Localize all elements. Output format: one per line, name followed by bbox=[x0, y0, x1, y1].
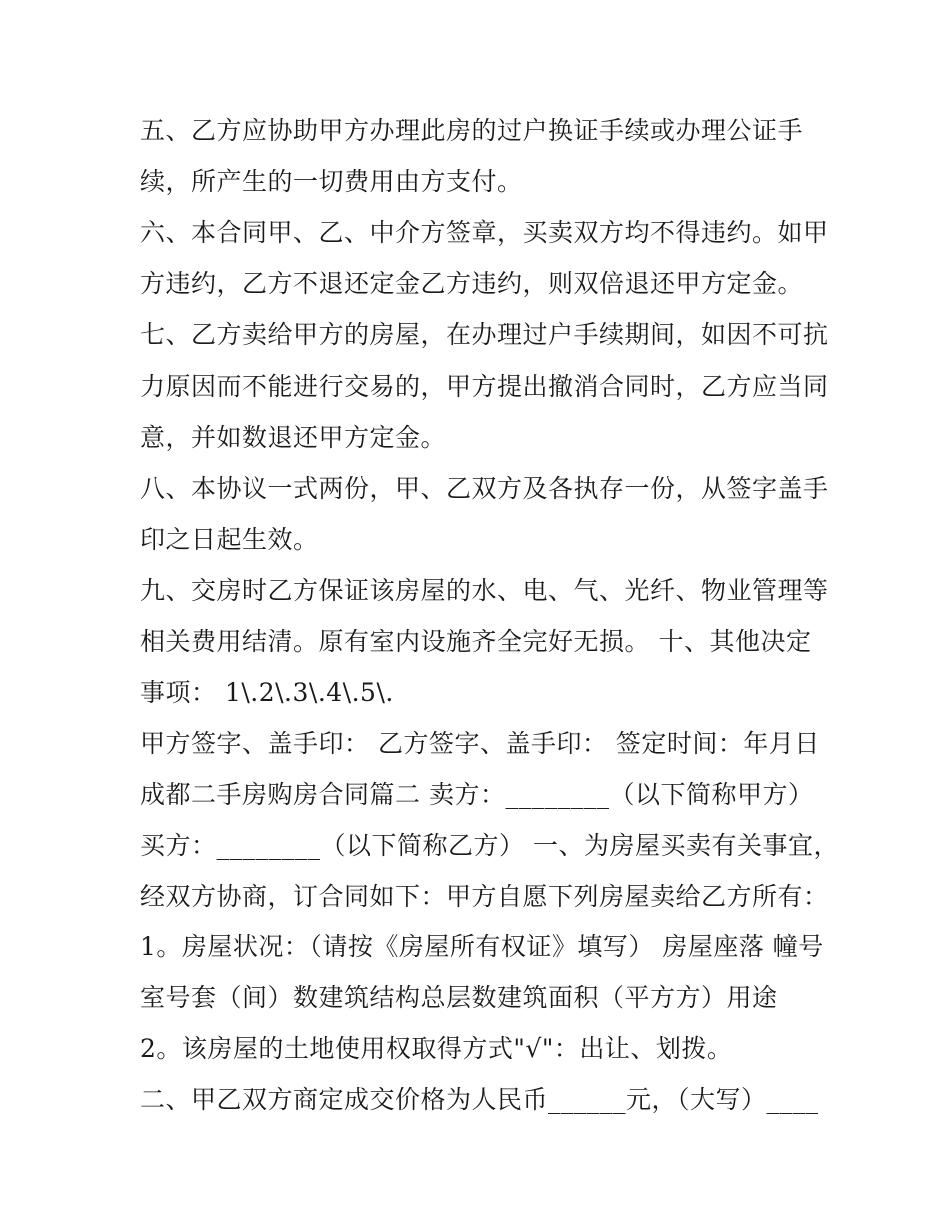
text-line: 甲方签字、盖手印： 乙方签字、盖手印： 签定时间：年月日 bbox=[140, 729, 820, 758]
text-line: 1。房屋状况：（请按《房屋所有权证》填写） 房屋座落 幢号 bbox=[140, 932, 824, 961]
text-line: 成都二手房购房合同篇二 卖方：________（以下简称甲方） bbox=[140, 780, 814, 809]
text-line: 八、本协议一式两份，甲、乙双方及各执存一份，从签字盖手 bbox=[140, 474, 829, 503]
text-line: 事项： 1\.2\.3\.4\.5\. bbox=[140, 678, 394, 707]
text-line: 力原因而不能进行交易的，甲方提出撤消合同时，乙方应当同 bbox=[140, 372, 829, 401]
text-line: 相关费用结清。原有室内设施齐全完好无损。 十、其他决定 bbox=[140, 627, 812, 656]
text-line: 方违约，乙方不退还定金乙方违约，则双倍退还甲方定金。 bbox=[140, 269, 804, 298]
text-line: 五、乙方应协助甲方办理此房的过户换证手续或办理公证手 bbox=[140, 116, 804, 145]
text-line: 室号套（间）数建筑结构总层数建筑面积（平方方）用途 bbox=[140, 983, 778, 1012]
text-line: 续，所产生的一切费用由方支付。 bbox=[140, 167, 523, 196]
text-line: 七、乙方卖给甲方的房屋，在办理过户手续期间，如因不可抗 bbox=[140, 320, 829, 349]
text-line: 二、甲乙双方商定成交价格为人民币______元，（大写）____ bbox=[140, 1085, 819, 1114]
text-line: 九、交房时乙方保证该房屋的水、电、气、光纤、物业管理等 bbox=[140, 576, 829, 605]
text-line: 经双方协商，订合同如下：甲方自愿下列房屋卖给乙方所有： bbox=[140, 882, 829, 911]
text-line: 意，并如数退还甲方定金。 bbox=[140, 423, 447, 452]
text-line: 买方：________（以下简称乙方） 一、为房屋买卖有关事宜， bbox=[140, 831, 839, 860]
text-line: 印之日起生效。 bbox=[140, 525, 319, 554]
text-line: 六、本合同甲、乙、中介方签章，买卖双方均不得违约。如甲 bbox=[140, 218, 829, 247]
text-line: 2。该房屋的土地使用权取得方式"√"：出让、划拨。 bbox=[140, 1034, 733, 1063]
